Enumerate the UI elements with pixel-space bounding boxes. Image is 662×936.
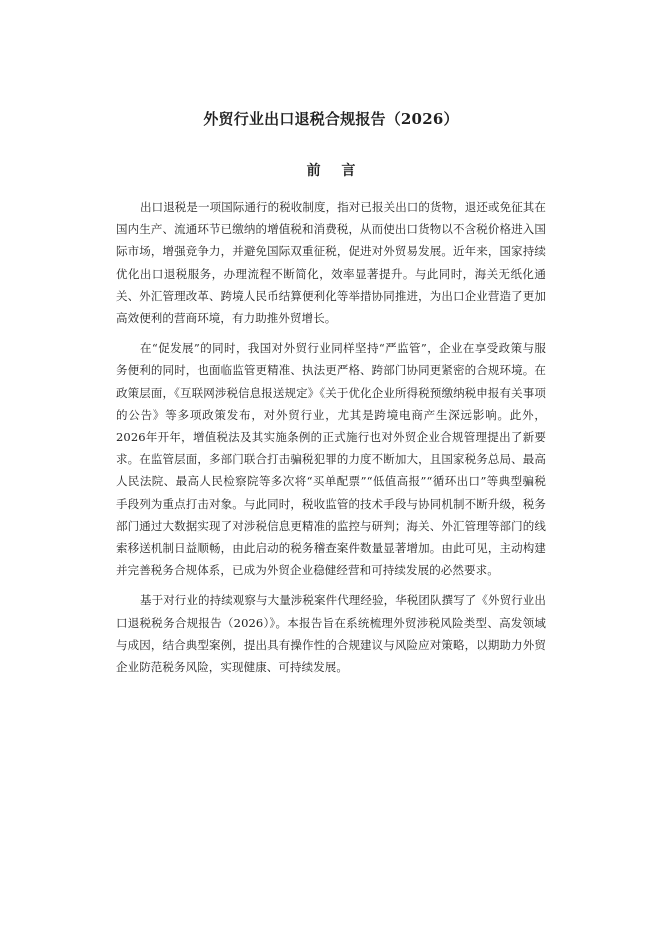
paragraph-3: 基于对行业的持续观察与大量涉税案件代理经验，华税团队撰写了《外贸行业出口退税税务合规报告（2026）》。本报告旨在系统梳理外贸涉税风险类型、高发领域与成因，结合典型案例，提出具有操作性的合规建议与风险应对策略，以期助力外贸企业防范税务风险，实现健康、可持续发展。	[116, 593, 546, 675]
paragraph-2: 在“促发展”的同时，我国对外贸行业同样坚持“严监管”，企业在享受政策与服务便利的同时，也面临监管更精准、执法更严格、跨部门协同更紧密的合规环境。在政策层面，《互联网涉税信息报送规定》《关于优化企业所得税预缴纳税申报有关事项的公告》等多项政策发布，对外贸行业，尤其是跨境电商产生深远影响。此外，2026年开年，增值税法及其实施条例的正式施行也对外贸企业合规管理提出了新要求。在监管层面，多部门联合打击骗税犯罪的力度不断加大，且国家税务总局、最高人民法院、最高人民检察院等多次将“买单配票”“低值高报”“循环出口”等典型骗税手段列为重点打击对象。与此同时，税收监管的技术手段与协同机制不断升级，税务部门通过大数据实现了对涉税信息更精准的监控与研判；海关、外汇管理等部门的线索移送机制日益顺畅，由此启动的税务稽查案件数量显著增加。由此可见，主动构建并完善税务合规体系，已成为外贸企业稳健经营和可持续发展的必然要求。	[116, 341, 546, 578]
document-title: 外贸行业出口退税合规报告（2026）	[203, 110, 459, 128]
document-body	[116, 108, 546, 686]
paragraph-1: 出口退税是一项国际通行的税收制度，指对已报关出口的货物，退还或免征其在国内生产、流通环节已缴纳的增值税和消费税，从而使出口货物以不含税价格进入国际市场，增强竞争力，并避免国际双重征税，促进对外贸易发展。近年来，国家持续优化出口退税服务，办理流程不断简化，效率显著提升。与此同时，海关无纸化通关、外汇管理改革、跨境人民币结算便利化等举措协同推进，为出口企业营造了更加高效便利的营商环境，有力助推外贸增长。	[116, 200, 546, 326]
section-title-preface: 前 言	[306, 163, 364, 179]
